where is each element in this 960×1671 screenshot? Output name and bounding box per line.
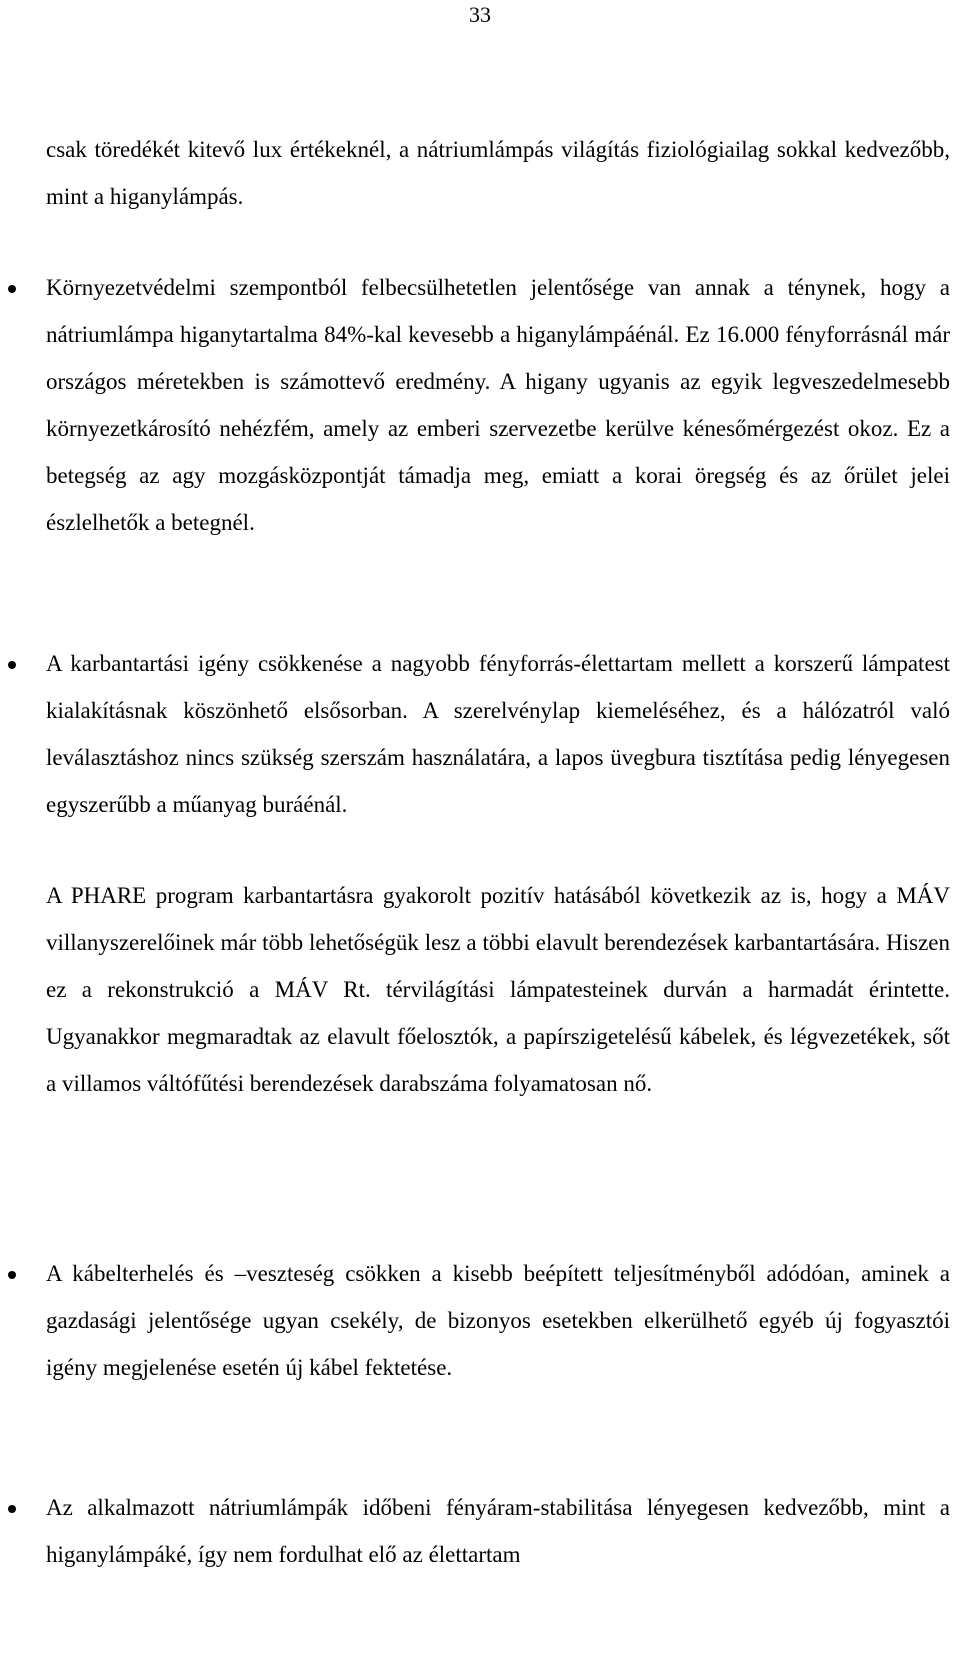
bullet-marker bbox=[0, 1250, 46, 1297]
paragraph-phare bbox=[46, 872, 950, 1107]
paragraph-text: Környezetvédelmi szempontból felbecsülhetetlen jelentősége van annak a ténynek, hogy a nátriumlámpa higanytartalma 84%-kal kevesebb a higanylámpáénál. Ez 16.000 fényforrásnál már országos méretekben is számottevő eredmény. A higany ugyanis az egyik legveszedelmesebb környezetkárosító nehézfém, amely az emberi szervezetbe kerülve kénesőmérgezést okoz. Ez a betegség az agy mozgásközpontját támadja meg, emiatt a korai öregség és az őrület jelei észlelhetők a betegnél. bbox=[46, 275, 950, 535]
bullet-marker bbox=[0, 1484, 46, 1531]
paragraph-text: csak töredékét kitevő lux értékeknél, a nátriumlámpás világítás fiziológiailag sokkal kedvezőbb, mint a higanylámpás. bbox=[46, 137, 950, 209]
bullet-marker bbox=[0, 640, 46, 687]
paragraph-text: Az alkalmazott nátriumlámpák időbeni fényáram-stabilitása lényegesen kedvezőbb, mint a higanylámpáké, így nem fordulhat elő az élettartam bbox=[46, 1495, 950, 1567]
bullet-paragraph-maintenance bbox=[46, 640, 950, 828]
paragraph-text: A karbantartási igény csökkenése a nagyobb fényforrás-élettartam mellett a korszerű lámpatest kialakításnak köszönhető elsősorban. A szerelvénylap kiemeléséhez, és a hálózatról való leválasztáshoz nincs szükség szerszám használatára, a lapos üvegbura tisztítása pedig lényegesen egyszerűbb a műanyag buráénál. bbox=[46, 651, 950, 817]
page-number: 33 bbox=[469, 2, 491, 27]
bullet-paragraph-environment bbox=[46, 264, 950, 546]
bullet-paragraph-stability bbox=[46, 1484, 950, 1578]
paragraph-text: A PHARE program karbantartásra gyakorolt pozitív hatásából következik az is, hogy a MÁV villanyszerelőinek már több lehetőségük lesz a többi elavult berendezések karbantartására. Hiszen ez a rekonstrukció a MÁV Rt. térvilágítási lámpatesteinek durván a harmadát érintette. Ugyanakkor megmaradtak az elavult főelosztók, a papírszigetelésű kábelek, és légvezetékek, sőt a villamos váltófűtési berendezések darabszáma folyamatosan nő. bbox=[46, 883, 950, 1096]
bullet-marker bbox=[0, 264, 46, 311]
paragraph-text: A kábelterhelés és –veszteség csökken a kisebb beépített teljesítményből adódóan, aminek a gazdasági jelentősége ugyan csekély, de bizonyos esetekben elkerülhető egyéb új fogyasztói igény megjelenése esetén új kábel fektetése. bbox=[46, 1261, 950, 1380]
paragraph-continuation bbox=[46, 126, 950, 220]
bullet-paragraph-cable bbox=[46, 1250, 950, 1391]
